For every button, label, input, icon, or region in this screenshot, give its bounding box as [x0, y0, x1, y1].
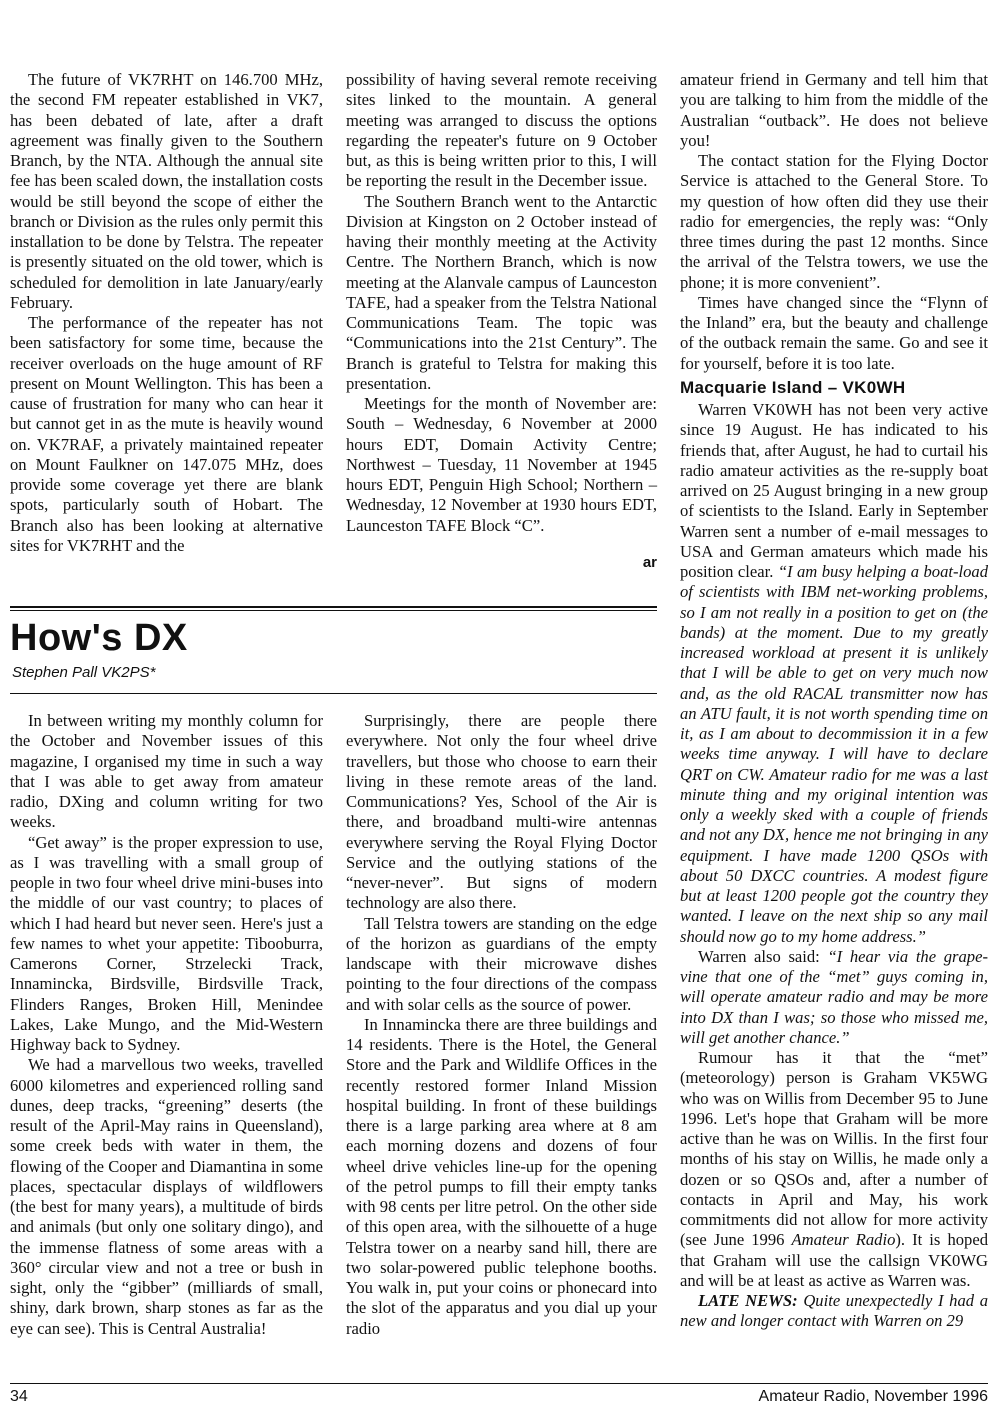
top-article-column-2 [346, 70, 657, 536]
paragraph: Times have changed since the “Flynn of the Inland” era, but the beauty and challenge of the outback remain the same. Go and see it for yourself, before it is too late. [680, 292, 988, 373]
paragraph-text: ). It is hoped that Graham will use the callsign VK0WG and will be at least as active as Warren was. [680, 1230, 988, 1290]
paragraph: Surprisingly, there are people there everywhere. Not only the four wheel drive travellers, but those who choose to earn their living in these remote areas of the land. Communications? Yes, School of the Air is there, and broadband multi-wire antennas everywhere serving the Royal Flying Doctor Service and the outlying stations of the “never-never”. But signs of modern technology are also there. [346, 711, 657, 913]
top-article-column-1 [10, 70, 323, 556]
paragraph: The future of VK7RHT on 146.700 MHz, the second FM repeater established in VK7, has been debated of late, after a draft agreement was finally given to the Southern Branch, by the NTA. Although the annual site fee has been scaled down, the installation costs would be still beyond the scope of either the branch or Division as the rules only permit this installation to be done by Telstra. The repeater is presently situated on the old tower, which is scheduled for demolition in late January/early February. [10, 70, 323, 312]
paragraph-text: Warren also said: [698, 946, 820, 966]
publication-footer: Amateur Radio, November 1996 [758, 1388, 988, 1405]
late-news-text: Quite unexpectedly I had a new and longer contact with Warren on 29 [680, 1291, 988, 1331]
paragraph: The performance of the repeater has not been satisfactory for some time, because the receiver overloads on the huge amount of RF present on Mount Wellington. This has been a cause of frustration for many who can hear it but cannot get in as the mute is heavily wound on. VK7RAF, a privately maintained repeater on Mount Faulkner on 147.075 MHz, does provide some coverage yet there are blank spots, particularly south of Hobart. The Branch also has been looking at alternative sites for VK7RHT and the [10, 313, 323, 555]
section-divider [10, 606, 657, 608]
paragraph: The contact station for the Flying Doctor Service is attached to the General Store. To my question of how often did they use their radio for emergencies, the reply was: “Only three times during the past 12 months. Since the arrival of the Telstra towers, we use the phone; it is more convenient”. [680, 151, 988, 292]
byline: Stephen Pall VK2PS* [12, 664, 156, 681]
quoted-text: “I am busy helping a boat-load of scientists with IBM net-working problems, so I am not really in a position to get on (the bands) at the moment. Due to my greatly increased workload at present it is unlikely that I will be able to get on very much now and, as the old RACAL transmitter now has an ATU fault, it is not worth spending time on it, as I am about to decommission it in a few weeks time anyway. I will have to declare QRT on CW. Amateur radio for me was a last minute thing and my original intention was only a weekly sked with a couple of friends and not any DX, hence me not bringing in any equipment. I have made 1200 QSOs with about 50 DXCC countries. A modest figure but at least 1200 people got the country they wanted. I leave on the next ship so any mail should now go to my home address.” [680, 562, 988, 946]
paragraph: “Get away” is the proper expression to use, as I was travelling with a small group of people in two four wheel drive mini-buses into the middle of our vast country; to places of which I had heard but never seen. Here's just a few names to whet your appetite: Tibooburra, Camerons Corner, Strzelecki Track, Innamincka, Birdsville, Birdsville Track, Flinders Ranges, Broken Hill, Menindee Lakes, Lake Mungo, and the Mid-Western Highway back to Sydney. [10, 832, 323, 1054]
paragraph-continuation: possibility of having several remote receiving sites linked to the mountain. A general meeting was arranged to discuss the options regarding the repeater's future on 9 October but, as this is being written prior to this, I will be reporting the result in the December issue. [346, 70, 657, 191]
section-divider-thin [10, 610, 657, 611]
paragraph-continuation: amateur friend in Germany and tell him that you are talking to him from the middle of the Australian “outback”. He does not believe you! [680, 70, 988, 150]
page-number: 34 [10, 1388, 28, 1405]
byline-divider [10, 693, 657, 694]
paragraph: In Innamincka there are three buildings and 14 residents. There is the Hotel, the General Store and the Park and Wildlife Offices in the recently restored former Inland Mission hospital building. In front of these buildings there is a large parking area where at 8 am each morning dozens and dozens of four wheel drive vehicles line-up for the opening of the petrol pumps to fill their empty tanks with 98 cents per litre petrol. On the other side of this open area, with the silhouette of a huge Telstra tower on a nearby sand hill, there are two solar-powered public telephone booths. You walk in, put your coins or phonecard into the slot of the apparatus and you dial up your radio [346, 1014, 657, 1338]
paragraph: Meetings for the month of November are: South – Wednesday, 6 November at 2000 hours EDT, Domain Activity Centre; Northwest – Tuesday, 11 November at 1945 hours EDT, Penguin High School; Northern – Wednesday, 12 November at 1930 hours EDT, Launceston TAFE Block “C”. [346, 394, 657, 535]
paragraph-text: Rumour has it that the “met” (meteorology) person is Graham VK5WG who was on Willis from December 95 to June 1996. Let's hope that Graham will be more active than he was on Willis. In the first four months of his stay on Willis, he made only a dozen or so QSOs and, after a number of contacts in April and May, his work commitments did not allow for more activity (see June 1996 [680, 1048, 988, 1250]
magazine-name: Amateur Radio [791, 1230, 896, 1250]
paragraph [680, 1291, 988, 1332]
article-end-mark: ar [642, 554, 657, 571]
paragraph: Tall Telstra towers are standing on the edge of the horizon as guardians of the empty landscape with their microwave dishes pointing to the four directions of the compass and with solar cells as the source of power. [346, 913, 657, 1014]
column-title: How's DX [10, 617, 188, 659]
paragraph [680, 947, 988, 1048]
paragraph: The Southern Branch went to the Antarctic Division at Kingston on 2 October instead of having their monthly meeting at the Activity Centre. The Northern Branch, which is now meeting at the Alanvale campus of Launceston TAFE, had a speaker from the Telstra National Communications Team. The topic was “Communications into the 21st Century”. The Branch is grateful to Telstra for making this presentation. [346, 191, 657, 393]
hows-dx-column-1 [10, 711, 323, 1339]
late-news-label: LATE NEWS: [698, 1291, 798, 1310]
hows-dx-column-3 [680, 70, 988, 1332]
paragraph: We had a marvellous two weeks, travelled 6000 kilometres and experienced rolling sand dunes, deep tracks, “greening” deserts (the result of the April-May rains in Queensland), some creek beds with water in them, the flowing of the Cooper and Diamantina in some places, spectacular displays of wildflowers (the best for many years), a multitude of birds and animals (but only one solitary dingo), and the immense flatness of some areas with a 360° circular view and not a tree or bush in sight, only the “gibber” (milliards of small, shiny, dark brown, sharp stones as far as the eye can see). This is Central Australia! [10, 1055, 323, 1338]
hows-dx-column-2 [346, 711, 657, 1339]
quoted-text: “I hear via the grape-vine that one of the “met” guys coming in, will operate amateur radio and may be more into DX than I was; so those who missed me, will get another chance.” [680, 946, 988, 1047]
paragraph [680, 1048, 988, 1291]
paragraph [680, 400, 988, 947]
paragraph-text: Warren VK0WH has not been very active since 19 August. He has indicated to his friends that, after August, he had to curtail his radio amateur activities as the re-supply boat arrived on 25 August bringing in a new group of scientists to the Island. Early in September Warren sent a number of e-mail messages to USA and German amateurs which made his position clear. [680, 400, 988, 581]
footer-divider [10, 1383, 988, 1384]
paragraph: In between writing my monthly column for the October and November issues of this magazine, I organised my time in such a way that I was able to get away from amateur radio, DXing and column writing for two weeks. [10, 711, 323, 832]
section-subheading: Macquarie Island – VK0WH [680, 377, 906, 397]
